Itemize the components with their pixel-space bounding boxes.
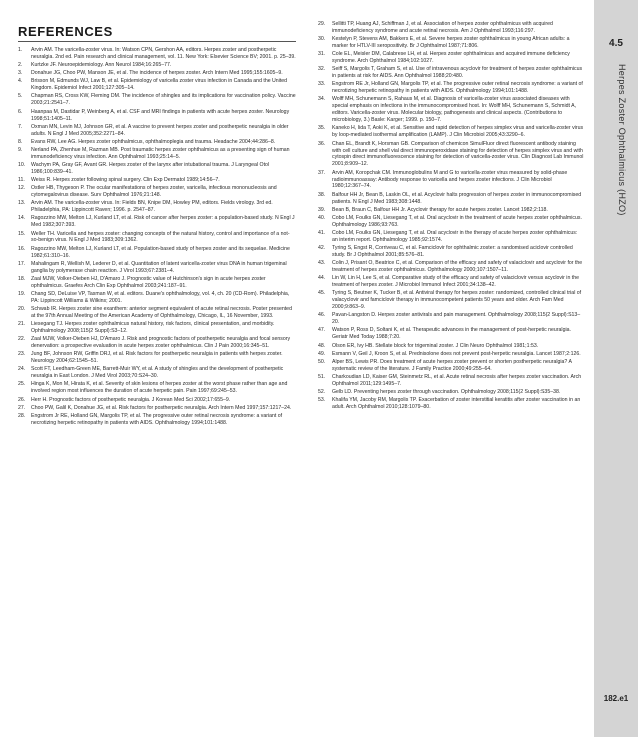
reference-number: 44. <box>318 275 326 282</box>
reference-text: Jung BF, Johnson RW, Griffin DRJ, et al. Risk factors for postherpetic neuralgia in patients with herpes zoster. Neurology 2004;62:1545–51. <box>31 351 283 365</box>
reference-text: Weller TH. Varicella and herpes zoster: changing concepts of the natural history, control and importance of a not-so-benign virus. N Engl J Med 1983;309:1362. <box>31 230 290 244</box>
reference-item <box>18 62 296 69</box>
reference-text: Engstrom RE Jr, Holland GN, Margolis TP, et al. The progressive outer retinal necrosis syndrome: a variant of necrotizing herpetic retinopathy in patients with AIDS. Ophthalmology 1994;101:1488. <box>332 81 583 95</box>
reference-item <box>318 351 584 358</box>
reference-number: 18. <box>18 275 26 282</box>
chapter-number: 4.5 <box>609 38 623 49</box>
reference-number: 47. <box>318 327 326 334</box>
reference-item <box>318 36 584 50</box>
reference-text: Pavan-Langston D. Herpes zoster antivirals and pain management. Ophthalmology 2008;115(2 Suppl):S13–20. <box>332 312 581 326</box>
reference-text: Zaal MJW, Volker-Dieben HJ, D'Amaro J. Prognostic value of Hutchinson's sign in acute herpes zoster ophthalmicus. Graefes Arch Clin Exp Ophthalmol 2003;241:187–91. <box>31 275 266 289</box>
reference-number: 53. <box>318 397 326 404</box>
reference-number: 35. <box>318 125 326 132</box>
reference-number: 20. <box>18 305 26 312</box>
reference-number: 4. <box>18 78 23 85</box>
reference-number: 51. <box>318 373 326 380</box>
reference-text: Ragozzino MW, Melton LJ, Kurland LT, et al. Population-based study of herpes zoster and its sequelae. Medicine 1982;61:310–16. <box>31 245 290 259</box>
reference-text: Olson ER, Ivy HB. Stellate block for trigeminal zoster. J Clin Neuro Ophthalmol 1981;1:53. <box>332 342 539 349</box>
reference-item <box>318 389 584 396</box>
reference-text: Brisson M, Edmunds WJ, Law B, et al. Epidemiology of varicella zoster virus infection in Canada and the United Kingdom. Epidemiol Infect 2001;127:305–14. <box>31 78 288 92</box>
reference-text: Choo PW, Galil K, Donahue JG, et al. Risk factors for postherpetic neuralgia. Arch Intern Med 1997;157:1217–24. <box>31 404 292 411</box>
reference-text: Sellitti TP, Huang AJ, Schiffman J, et al. Association of herpes zoster ophthalmicus with acquired immunodeficiency syndrome and acute retinal necrosis. Am J Ophthalmol 1993;116:297. <box>332 21 553 34</box>
reference-item <box>318 260 584 274</box>
reference-number: 29. <box>318 21 326 27</box>
reference-text: Cole EL, Meisler DM, Calabrese LH, et al. Herpes zoster ophthalmicus and acquired immune deficiency syndrome. Arch Ophthalmol 1984;102:1027. <box>332 51 570 65</box>
chapter-title: Herpes Zoster Ophthalmicus (HZO) <box>617 64 627 216</box>
reference-number: 33. <box>318 81 326 88</box>
reference-number: 46. <box>318 312 326 319</box>
reference-text: Chang SD, DeLuise VP, Tasman W, et al. editors. Duane's ophthalmology, vol. 4, ch. 20 (CD-Rom). Philadelphia, PA: Lippincott Williams & Wilkins; 2001. <box>31 290 290 304</box>
reference-item <box>318 125 584 139</box>
reference-number: 21. <box>18 321 26 328</box>
reference-text: Esmann V, Geil J, Kroon S, et al. Prednisolone does not prevent post-herpetic neuralgia. Lancet 1987;2:126. <box>332 350 581 357</box>
reference-number: 30. <box>318 36 326 43</box>
reference-number: 16. <box>18 245 26 252</box>
reference-item <box>318 66 584 80</box>
reference-item <box>18 413 296 427</box>
reference-item <box>318 230 584 244</box>
reference-number: 48. <box>318 342 326 349</box>
reference-item <box>18 231 296 245</box>
reference-item <box>318 141 584 169</box>
reference-number: 11. <box>18 177 25 184</box>
reference-text: Arvin AM, Koropchak CM. Immunoglobulins M and G to varicella-zoster virus measured by solid-phase radioimmunoassay: Antibody response to varicella and herpes zoster infections. J Clin Microbiol 1980;12:367–74. <box>332 169 568 190</box>
reference-item <box>18 405 296 412</box>
reference-number: 6. <box>18 108 23 115</box>
reference-item <box>18 147 296 161</box>
reference-text: Evans RW, Lee AG. Herpes zoster ophthalmicus, ophthalmoplegia and trauma. Headache 2004;44:286–8. <box>31 138 276 145</box>
reference-number: 32. <box>318 66 326 73</box>
reference-text: Wolff MH, Schunemann S, Rahaus M, et al. Diagnosis of varicella-zoster virus associated diseases with special emphasis on infections in the immunocompromised host. In: Wolff MH, Schunemann S, Schmidt A, editors. Varicella-zoster virus. Molecular biology, pathogenesis and clinical aspects. (Contributions to microbiology, 3.) Basle: Karger; 1999. p. 150–7. <box>332 96 577 124</box>
reference-item <box>318 81 584 95</box>
reference-number: 23. <box>18 351 26 358</box>
reference-text: Seiff S, Margolis T, Graham S, et al. Use of intravenous acyclovir for treatment of herpes zoster ophthalmicus in patients at risk for AIDS. Ann Ophthalmol 1988;20:480. <box>332 66 583 80</box>
reference-item <box>18 321 296 335</box>
reference-item <box>318 207 584 214</box>
reference-number: 5. <box>18 93 23 100</box>
reference-text: Kestelyn P, Stevens AM, Bakkers E, et al. Severe herpes zoster ophthalmicus in young African adults: a marker for HTLV-III seropositivity. Br J Ophthalmol 1987;71:806. <box>332 36 570 50</box>
reference-item <box>18 185 296 199</box>
reference-item <box>18 139 296 146</box>
reference-number: 7. <box>18 123 23 130</box>
reference-text: Tyring S, Engst R, Corriveau C, et al. Famciclovir for ophthalmic zoster: a randomised aciclovir controlled study. Br J Ophthalmol 2001;85:576–81. <box>332 245 573 258</box>
reference-item <box>318 192 584 206</box>
reference-text: Donahue JG, Choo PW, Manson JE, et al. The incidence of herpes zoster. Arch Intern Med 1995;155:1605–9. <box>31 70 283 77</box>
reference-text: Mahalingam R, Wellish M, Lederer D, et al. Quantitation of latent varicella-zoster virus DNA in human trigeminal ganglia by polymerase chain reaction. J Virol 1993;67:2381–4. <box>31 260 287 274</box>
reference-item <box>318 397 584 411</box>
reference-item <box>18 215 296 229</box>
reference-number: 50. <box>318 358 326 365</box>
reference-number: 45. <box>318 290 326 297</box>
reference-number: 37. <box>318 169 326 176</box>
reference-item <box>18 47 296 61</box>
reference-item <box>318 343 584 350</box>
reference-text: Haanpaa M, Dastidar P, Weinberg A, et al. CSF and MRI findings in patients with acute herpes zoster. Neurology 1998;51:1405–11. <box>31 108 290 122</box>
reference-item <box>18 78 296 92</box>
reference-text: Cobo LM, Foulks GN, Liesegang T, et al. Oral acyclovir in the treatment of acute herpes zoster ophthalmicus. Ophthalmology 1986;93:763. <box>332 214 582 228</box>
reference-item <box>18 397 296 404</box>
reference-number: 22. <box>18 336 26 343</box>
page-number: 182.e1 <box>603 694 629 703</box>
reference-text: Chan EL, Brandt K, Horsman GB. Comparison of chemicon SimulFluor direct fluorescent antibody staining with cell culture and shell vial direct immunoperoxidase staining for detection of herpes simplex virus and with cytospin direct immunofluorescence staining for detection of varicella-zoster virus. Clin Diagnost Lab Immunol 2001;8:909–12. <box>332 140 584 168</box>
reference-text: Weiss R. Herpes zoster following spinal surgery. Clin Exp Dermatol 1989;14:56–7. <box>31 177 220 184</box>
reference-item <box>318 359 584 373</box>
reference-item <box>18 351 296 365</box>
reference-text: Kurtzke JF. Neuroepidemiology. Ann Neurol 1984;16:265–77. <box>31 62 172 69</box>
reference-item <box>318 327 584 341</box>
right-reference-column <box>318 21 584 412</box>
reference-number: 42. <box>318 245 326 252</box>
reference-text: Hinga K, Mon M, Hirata K, et al. Severity of skin lesions of herpes zoster at the worst phase rather than age and involved region most influences the duration of acute herpetic pain. Pain 1997;69:245–53. <box>31 381 288 395</box>
reference-item <box>318 275 584 289</box>
reference-text: Arvin AM. The varicella-zoster virus. In: Fields BN, Knipe DM, Howley PM, editors. Fields virology. 3rd ed. Philadelphia, PA: Lippincott Raven; 1996. p. 2547–87. <box>31 200 273 214</box>
reference-item <box>18 124 296 138</box>
reference-text: Liesegang TJ. Herpes zoster ophthalmicus natural history, risk factors, clinical presentation, and morbidity. Ophthalmology 2008;115(2 Suppl):S3–12. <box>31 321 275 335</box>
reference-item <box>18 200 296 214</box>
reference-number: 39. <box>318 206 326 213</box>
reference-number: 14. <box>18 215 26 222</box>
reference-item <box>318 51 584 65</box>
reference-text: Charkoudian LD, Kaiser GM, Steinmetz RL, et al. Acute retinal necrosis after herpes zoster vaccination. Arch Ophthalmol 2011;129:1495–7. <box>332 373 582 387</box>
reference-item <box>318 170 584 191</box>
reference-item <box>18 291 296 305</box>
reference-item <box>18 246 296 260</box>
reference-number: 19. <box>18 290 26 297</box>
reference-item <box>318 312 584 326</box>
reference-number: 3. <box>18 70 23 77</box>
reference-text: Colin J, Prisant O, Beatrice C, et al. Comparison of the efficacy and safety of valaciclovir and acyclovir for the treatment of herpes zoster ophthalmicus. Ophthalmology 2000;107:1507–11. <box>332 260 583 274</box>
reference-number: 52. <box>318 389 326 396</box>
reference-number: 12. <box>18 185 26 192</box>
reference-item <box>18 70 296 77</box>
reference-number: 36. <box>318 140 326 147</box>
reference-item <box>318 96 584 124</box>
reference-text: Herr H. Prognostic factors of postherpetic neuralgia. J Korean Med Sci 2002;17:655–9. <box>31 396 231 403</box>
reference-number: 1. <box>18 47 23 53</box>
reference-text: Engstrom Jr RE, Holland GN, Margolis TP, et al. The progressive outer retinal necrosis syndrome: a variant of necrotizing herpetic retinopathy in patients with AIDS. Ophthalmology 1994;101:1488. <box>31 412 283 426</box>
reference-text: Arvin AM. The varicella-zoster virus. In: Watson CPN, Gershon AA, editors. Herpes zoster and postherpetic neuralgia. 2nd ed. Pain research and clinical management, vol. 11. New York: Elsevier Science BV; 2001. p. 25–39. <box>31 47 296 60</box>
reference-text: Khalifa YM, Jacoby RM, Margolis TP. Exacerbation of zoster interstitial keratitis after zoster vaccination in an adult. Arch Ophthalmol 2010;128:1079–80. <box>332 397 581 411</box>
reference-item <box>18 306 296 320</box>
reference-item <box>18 276 296 290</box>
reference-item <box>318 245 584 259</box>
reference-number: 17. <box>18 260 26 267</box>
reference-text: Zaal MJW, Volker-Dieben HJ, D'Amaro J. Risk and prognostic factors of postherpetic neuralgia and focal sensory denervation: a prospective evaluation in acute herpes zoster ophthalmicus. Clin J Pain 2000;16:345–51. <box>31 336 291 350</box>
reference-text: Alper BS, Lewis PR. Does treatment of acute herpes zoster prevent or shorten postherpetic neuralgia? A systematic review of the literature. J Family Practice 2000;49:255–64. <box>332 358 572 372</box>
reference-number: 26. <box>18 396 26 403</box>
reference-number: 27. <box>18 404 26 411</box>
reference-number: 8. <box>18 138 23 145</box>
reference-item <box>318 215 584 229</box>
reference-number: 28. <box>18 412 26 419</box>
reference-number: 15. <box>18 230 26 237</box>
reference-number: 34. <box>318 96 326 103</box>
reference-text: Nerland PA, Zhenhue M, Razman MB. Post traumatic herpes zoster ophthalmicus as a presenting sign of human immunodeficiency virus infection. Ann Ophthalmol 1993;25:14–5. <box>31 146 290 160</box>
reference-text: Ragozzino MW, Melton LJ, Kurland LT, et al. Risk of cancer after herpes zoster: a population-based study. N Engl J Med 1982;307:393. <box>31 215 295 229</box>
reference-text: Watson P, Ross D, Soltani K, et al. Therapeutic advances in the management of post-herpetic neuralgia. Geriatr Med Today 1988;7:20. <box>332 327 571 341</box>
reference-item <box>18 336 296 350</box>
reference-item <box>318 21 584 35</box>
reference-number: 31. <box>318 51 326 58</box>
reference-text: Gelb LD. Preventing herpes zoster through vaccination. Ophthalmology 2008;115(2 Suppl):S35–38. <box>332 389 561 396</box>
reference-text: Cobo LM, Foulks GN, Liesegang T, et al. Oral acyclovir in the therapy of acute herpes zoster ophthalmicus: an interim report. Ophthalmology 1985;92:1574. <box>332 229 578 243</box>
reference-item <box>318 374 584 388</box>
reference-text: Bean B, Braun C, Balfour HH Jr. Acyclovir therapy for acute herpes zoster. Lancet 1982;2:118. <box>332 206 548 213</box>
reference-text: Balfour HH Jr, Bean B, Laskin OL, et al. Acyclovir halts progression of herpes zoster in immunocompromised patients. N Engl J Med 1983;308:1448. <box>332 191 582 205</box>
reference-number: 25. <box>18 381 26 388</box>
reference-item <box>18 381 296 395</box>
left-reference-column <box>18 47 296 428</box>
reference-number: 40. <box>318 214 326 221</box>
reference-text: Schwab IR. Herpes zoster sine exanthem: anterior segment equivalent of acute retinal necrosis. Poster presented at the 97th Annual Meeting of the American Academy of Ophthalmology, Chicago, IL, 16 November, 1993. <box>31 305 292 319</box>
reference-text: Lin W, Lin H, Lee S, et al. Comparative study of the efficacy and safety of valaciclovir versus acyclovir in the treatment of herpes zoster. J Microbiol Immunol Infect 2001;34:138–42. <box>332 275 580 289</box>
reference-item <box>18 261 296 275</box>
reference-item <box>18 177 296 184</box>
reference-item <box>18 93 296 107</box>
reference-item <box>18 162 296 176</box>
reference-number: 9. <box>18 146 23 153</box>
references-heading: REFERENCES <box>18 24 113 39</box>
reference-number: 49. <box>318 350 326 357</box>
reference-number: 38. <box>318 191 326 198</box>
reference-number: 43. <box>318 260 326 267</box>
reference-number: 10. <box>18 161 26 168</box>
reference-text: Wachym PA, Gray GF, Avant GR. Herpes zoster of the larynx after intubational trauma. J Laryngeal Otol 1986;100:839–41. <box>31 161 270 175</box>
reference-number: 2. <box>18 62 23 69</box>
reference-text: Chapman RS, Cross KW, Fleming DM. The incidence of shingles and its implications for vaccination policy. Vaccine 2003;21:2541–7. <box>31 93 296 107</box>
reference-number: 24. <box>18 366 26 373</box>
reference-text: Kaneko H, Iida T, Aoki K, et al. Sensitive and rapid detection of herpes simplex virus and varicella-zoster virus by loop-mediated isothermal amplification (LAMP). J Clin Microbiol 2005;43:3290–6. <box>332 125 584 139</box>
reference-text: Tyring S, Beutner K, Tucker B, et al. Antiviral therapy for herpes zoster: randomized, controlled clinical trial of valacyclovir and famciclovir therapy in immunocompetent patients 50 years and older. Arch Fam Med 2000;9:863–9. <box>332 290 582 311</box>
reference-item <box>18 109 296 123</box>
reference-text: Oxman MN, Levin MJ, Johnson GR, et al. A vaccine to prevent herpes zoster and postherpetic neuralgia in older adults. N Engl J Med 2005;352:2271–84. <box>31 123 289 137</box>
reference-item <box>18 366 296 380</box>
heading-rule <box>18 41 296 42</box>
reference-text: Scott FT, Leedham-Green ME, Barrett-Muir WY, et al. A study of shingles and the development of postherpetic neuralgia in East London. J Med Virol 2003;70:S24–30. <box>31 366 284 380</box>
reference-text: Ostler HB, Thygeson P. The ocular manifestations of herpes zoster, varicella, infectious mononucleosis and cytomegalovirus disease. Surv Ophthalmol 1976;21:148. <box>31 185 277 199</box>
reference-number: 13. <box>18 200 26 207</box>
reference-number: 41. <box>318 229 326 236</box>
reference-item <box>318 290 584 311</box>
